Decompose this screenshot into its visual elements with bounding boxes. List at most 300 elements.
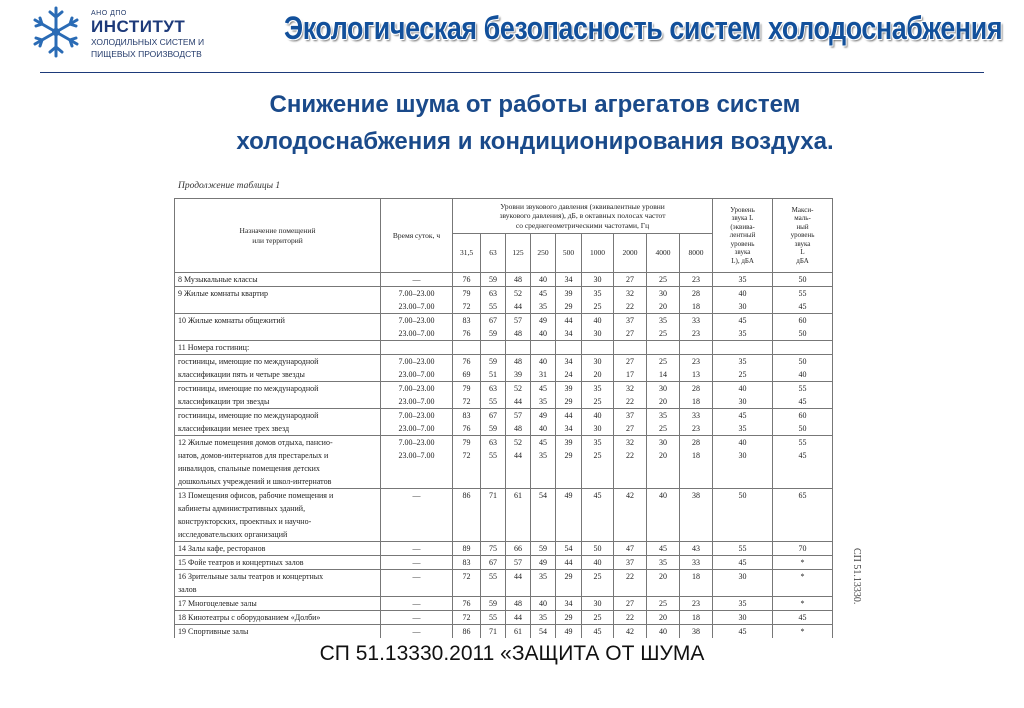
octave-level-cell [481,597,506,611]
level-value: 35 [738,275,747,284]
level-value: 71 [489,627,497,636]
octave-level-cell [582,625,614,639]
level-value: 30 [738,302,747,311]
octave-level-cell [481,287,506,314]
time-of-day-line: 7.00–23.00 [398,357,435,366]
level-value: 61 [514,491,522,500]
header-purpose: Назначение помещений или территорий [175,199,381,273]
table-row [175,273,833,287]
time-of-day-cell [381,382,453,409]
octave-level-cell [506,341,531,355]
room-purpose-line: залов [178,585,197,594]
header-frequency: 2000 [614,234,647,273]
level-value: 61 [514,627,522,636]
logo-name: ИНСТИТУТ [91,17,186,36]
room-purpose-cell [175,409,381,436]
level-value: 25 [593,302,602,311]
level-value: 18 [692,397,701,406]
table-row [175,382,833,409]
time-of-day-cell [381,341,453,355]
level-value: 35 [539,451,547,460]
octave-level-cell [582,314,614,341]
level-value: 22 [626,302,634,311]
level-value: 50 [798,357,807,366]
header-frequency: 31,5 [453,234,481,273]
level-value: 63 [489,289,497,298]
level-value: 45 [593,627,602,636]
octave-level-cell [531,314,556,341]
octave-level-cell [582,611,614,625]
level-value: 86 [462,491,471,500]
level-value: 59 [489,275,497,284]
sound-level-cell [713,409,773,436]
time-of-day-cell [381,625,453,639]
level-value: 40 [738,384,747,393]
level-value: * [800,558,805,567]
level-value: 44 [514,451,522,460]
level-value: 40 [659,491,667,500]
octave-level-cell [680,273,713,287]
room-purpose-line: натов, домов-интернатов для престарелых и [178,451,329,460]
time-of-day-cell [381,436,453,489]
level-value: 79 [462,438,471,447]
level-value: 63 [489,384,497,393]
max-sound-level-cell [773,382,833,409]
level-value: 51 [489,370,497,379]
octave-level-cell [531,542,556,556]
level-value: 30 [659,438,667,447]
octave-level-cell [680,570,713,597]
level-value: 31 [539,370,547,379]
level-value: 39 [564,384,573,393]
table-row [175,611,833,625]
octave-level-cell [506,625,531,639]
room-purpose-cell [175,597,381,611]
max-sound-level-cell [773,611,833,625]
room-purpose-cell [175,570,381,597]
room-purpose-cell [175,436,381,489]
level-value: 49 [564,627,573,636]
level-value: 44 [514,397,522,406]
level-value: * [800,572,805,581]
level-value: 57 [514,558,522,567]
time-of-day-line: 7.00–23.00 [398,438,435,447]
room-purpose-line: конструкторских, проектных и научно- [178,517,312,526]
level-value: 20 [659,302,667,311]
level-value: 30 [738,451,747,460]
level-value: 37 [626,558,634,567]
slide-title [100,86,970,160]
level-value: 13 [692,370,701,379]
level-value: 45 [798,397,807,406]
level-value: 45 [798,451,807,460]
level-value: 44 [514,613,522,622]
level-value: 30 [738,572,747,581]
octave-level-cell [556,382,582,409]
octave-level-cell [614,570,647,597]
room-purpose-cell [175,489,381,542]
octave-level-cell [556,556,582,570]
octave-level-cell [506,314,531,341]
max-sound-level-cell [773,597,833,611]
octave-level-cell [582,597,614,611]
level-value: 30 [593,357,602,366]
header-frequency: 500 [556,234,582,273]
time-of-day-cell [381,489,453,542]
level-value: 38 [692,491,701,500]
octave-level-cell [680,611,713,625]
level-value: 30 [593,424,602,433]
level-value: 57 [514,316,522,325]
room-purpose-cell [175,314,381,341]
sound-level-cell [713,625,773,639]
table-row [175,436,833,489]
level-value: 40 [539,357,547,366]
room-purpose-line: инвалидов, спальные помещения детских [178,464,320,473]
level-value: 50 [738,491,747,500]
level-value: 76 [462,599,471,608]
level-value: 52 [514,384,522,393]
norms-table-scan [170,178,862,636]
sound-level-cell [713,570,773,597]
level-value: 40 [738,289,747,298]
room-purpose-line: 9 Жилые комнаты квартир [178,289,269,298]
octave-level-cell [506,287,531,314]
level-value: 35 [593,438,602,447]
level-value: 18 [692,613,701,622]
level-value: 52 [514,438,522,447]
level-value: 39 [564,289,573,298]
time-of-day-line: — [412,599,421,608]
octave-level-cell [531,382,556,409]
octave-level-cell [556,314,582,341]
level-value: 30 [659,384,667,393]
room-purpose-cell [175,382,381,409]
level-value: 33 [692,411,701,420]
octave-level-cell [680,436,713,489]
max-sound-level-cell [773,341,833,355]
level-value: 25 [659,424,667,433]
header-frequency: 63 [481,234,506,273]
level-value: 76 [462,424,471,433]
level-value: 50 [798,275,807,284]
octave-level-cell [481,382,506,409]
octave-level-cell [582,382,614,409]
octave-level-cell [582,355,614,382]
level-value: 27 [626,329,634,338]
sound-level-cell [713,382,773,409]
room-purpose-line: 18 Кинотеатры с оборудованием «Долби» [178,613,321,622]
octave-level-cell [556,597,582,611]
level-value: 39 [514,370,522,379]
level-value: 83 [462,558,471,567]
level-value: * [800,627,805,636]
table-caption: Продолжение таблицы 1 [178,181,281,191]
level-value: 38 [692,627,701,636]
time-of-day-line: 7.00–23.00 [398,316,435,325]
slide-title-line-1: Снижение шума от работы агрегатов систем [269,91,801,118]
octave-level-cell [506,597,531,611]
level-value: 29 [564,572,573,581]
level-value: 66 [514,544,522,553]
octave-level-cell [481,611,506,625]
level-value: 40 [593,316,602,325]
max-sound-level-cell [773,355,833,382]
level-value: 89 [462,544,471,553]
level-value: 44 [564,411,573,420]
octave-level-cell [647,409,680,436]
octave-level-cell [453,314,481,341]
time-of-day-cell [381,597,453,611]
octave-level-cell [453,611,481,625]
level-value: 18 [692,302,701,311]
max-sound-level-cell [773,570,833,597]
level-value: 59 [539,544,547,553]
octave-level-cell [453,382,481,409]
sound-level-cell [713,355,773,382]
octave-level-cell [647,625,680,639]
level-value: 69 [462,370,471,379]
octave-level-cell [556,287,582,314]
octave-level-cell [647,436,680,489]
room-purpose-line: 12 Жилые помещения домов отдыха, пансио- [178,438,333,447]
level-value: 59 [489,424,497,433]
level-value: 35 [539,302,547,311]
level-value: 20 [659,451,667,460]
table-row [175,314,833,341]
octave-level-cell [582,287,614,314]
octave-level-cell [481,355,506,382]
octave-level-cell [582,409,614,436]
table-row [175,409,833,436]
octave-level-cell [680,489,713,542]
room-purpose-cell [175,625,381,639]
octave-level-cell [506,489,531,542]
level-value: 60 [798,316,807,325]
octave-level-cell [614,341,647,355]
level-value: 25 [593,572,602,581]
octave-level-cell [531,489,556,542]
octave-level-cell [481,409,506,436]
level-value: 23 [692,329,701,338]
level-value: 55 [489,451,497,460]
octave-level-cell [582,489,614,542]
level-value: 83 [462,316,471,325]
level-value: 24 [564,370,573,379]
level-value: 67 [489,411,497,420]
level-value: 14 [659,370,667,379]
time-of-day-line: 23.00–7.00 [398,397,435,406]
level-value: 86 [462,627,471,636]
room-purpose-line: дошкольных учреждений и школ-интернатов [178,477,332,486]
octave-level-cell [531,273,556,287]
octave-level-cell [647,597,680,611]
max-sound-level-cell [773,314,833,341]
octave-level-cell [614,542,647,556]
level-value: 28 [692,384,701,393]
level-value: 49 [539,316,547,325]
level-value: 30 [738,397,747,406]
level-value: 22 [626,613,634,622]
octave-level-cell [647,287,680,314]
level-value: 75 [489,544,497,553]
octave-level-cell [614,556,647,570]
time-of-day-line: — [412,491,421,500]
level-value: * [800,599,805,608]
octave-level-cell [556,611,582,625]
level-value: 35 [738,424,747,433]
level-value: 35 [593,384,602,393]
octave-level-cell [680,597,713,611]
level-value: 49 [564,491,573,500]
level-value: 23 [692,275,701,284]
level-value: 40 [539,329,547,338]
time-of-day-cell [381,287,453,314]
max-sound-level-cell [773,287,833,314]
level-value: 40 [798,370,807,379]
time-of-day-line: 7.00–23.00 [398,384,435,393]
level-value: 20 [593,370,602,379]
level-value: 23 [692,357,701,366]
level-value: 20 [659,613,667,622]
level-value: 40 [539,424,547,433]
level-value: 35 [738,357,747,366]
octave-level-cell [556,409,582,436]
octave-level-cell [506,382,531,409]
octave-level-cell [506,409,531,436]
header-time: Время суток, ч [381,199,453,273]
level-value: 40 [539,275,547,284]
room-purpose-line: 17 Многоцелевые залы [178,599,257,608]
level-value: 49 [539,558,547,567]
level-value: 79 [462,289,471,298]
octave-level-cell [680,314,713,341]
table-row [175,287,833,314]
octave-level-cell [531,556,556,570]
level-value: 44 [514,572,522,581]
level-value: 67 [489,558,497,567]
level-value: 55 [738,544,747,553]
level-value: 27 [626,424,634,433]
octave-level-cell [614,409,647,436]
octave-level-cell [453,597,481,611]
octave-level-cell [582,273,614,287]
level-value: 54 [539,627,547,636]
time-of-day-line: — [412,558,421,567]
table-row [175,570,833,597]
max-sound-level-cell [773,273,833,287]
octave-level-cell [680,556,713,570]
octave-level-cell [647,570,680,597]
time-of-day-line: — [412,275,421,284]
level-value: 43 [692,544,701,553]
noise-levels-table [174,198,833,638]
level-value: 32 [626,438,634,447]
header-frequency: 4000 [647,234,680,273]
level-value: 30 [738,613,747,622]
octave-level-cell [453,570,481,597]
level-value: 27 [626,275,634,284]
octave-level-cell [531,287,556,314]
octave-level-cell [506,611,531,625]
level-value: 72 [462,302,471,311]
octave-level-cell [647,556,680,570]
octave-level-cell [647,542,680,556]
sound-level-cell [713,597,773,611]
level-value: 35 [539,613,547,622]
octave-level-cell [647,341,680,355]
octave-level-cell [506,556,531,570]
level-value: 18 [692,451,701,460]
table-row [175,556,833,570]
octave-level-cell [556,273,582,287]
header-max-sound-level: Макси- маль- ный уровень звука L дБА [773,199,833,273]
octave-level-cell [506,355,531,382]
level-value: 33 [692,558,701,567]
room-purpose-line: 13 Помещения офисов, рабочие помещения и [178,491,334,500]
room-purpose-line: гостиницы, имеющие по международной [178,357,319,366]
sound-level-cell [713,556,773,570]
octave-level-cell [582,570,614,597]
level-value: 63 [489,438,497,447]
level-value: 40 [593,411,602,420]
level-value: 35 [659,316,667,325]
level-value: 72 [462,613,471,622]
time-of-day-cell [381,556,453,570]
time-of-day-line: 7.00–23.00 [398,411,435,420]
level-value: 35 [593,289,602,298]
time-of-day-line: — [412,627,421,636]
level-value: 72 [462,572,471,581]
time-of-day-cell [381,409,453,436]
octave-level-cell [481,556,506,570]
level-value: 35 [539,572,547,581]
level-value: 35 [659,411,667,420]
header-frequency: 250 [531,234,556,273]
level-value: 30 [593,599,602,608]
octave-level-cell [531,611,556,625]
time-of-day-cell [381,314,453,341]
level-value: 50 [798,424,807,433]
level-value: 50 [798,329,807,338]
level-value: 29 [564,613,573,622]
octave-level-cell [481,273,506,287]
header-title: Экологическая безопасность систем холодоснабжения [284,10,1003,46]
table-row [175,597,833,611]
level-value: 70 [798,544,807,553]
level-value: 25 [593,613,602,622]
level-value: 25 [659,329,667,338]
level-value: 55 [798,384,807,393]
octave-level-cell [614,625,647,639]
octave-level-cell [556,355,582,382]
table-row [175,341,833,355]
octave-level-cell [680,542,713,556]
octave-level-cell [481,542,506,556]
level-value: 44 [564,558,573,567]
level-value: 18 [692,572,701,581]
level-value: 55 [489,613,497,622]
octave-level-cell [453,341,481,355]
room-purpose-line: 16 Зрительные залы театров и концертных [178,572,324,581]
level-value: 34 [564,329,573,338]
level-value: 45 [738,411,747,420]
header-divider [40,72,984,73]
level-value: 30 [593,275,602,284]
room-purpose-line: 8 Музыкальные классы [178,275,258,284]
room-purpose-line: кабинеты административных зданий, [178,504,306,513]
level-value: 22 [626,397,634,406]
